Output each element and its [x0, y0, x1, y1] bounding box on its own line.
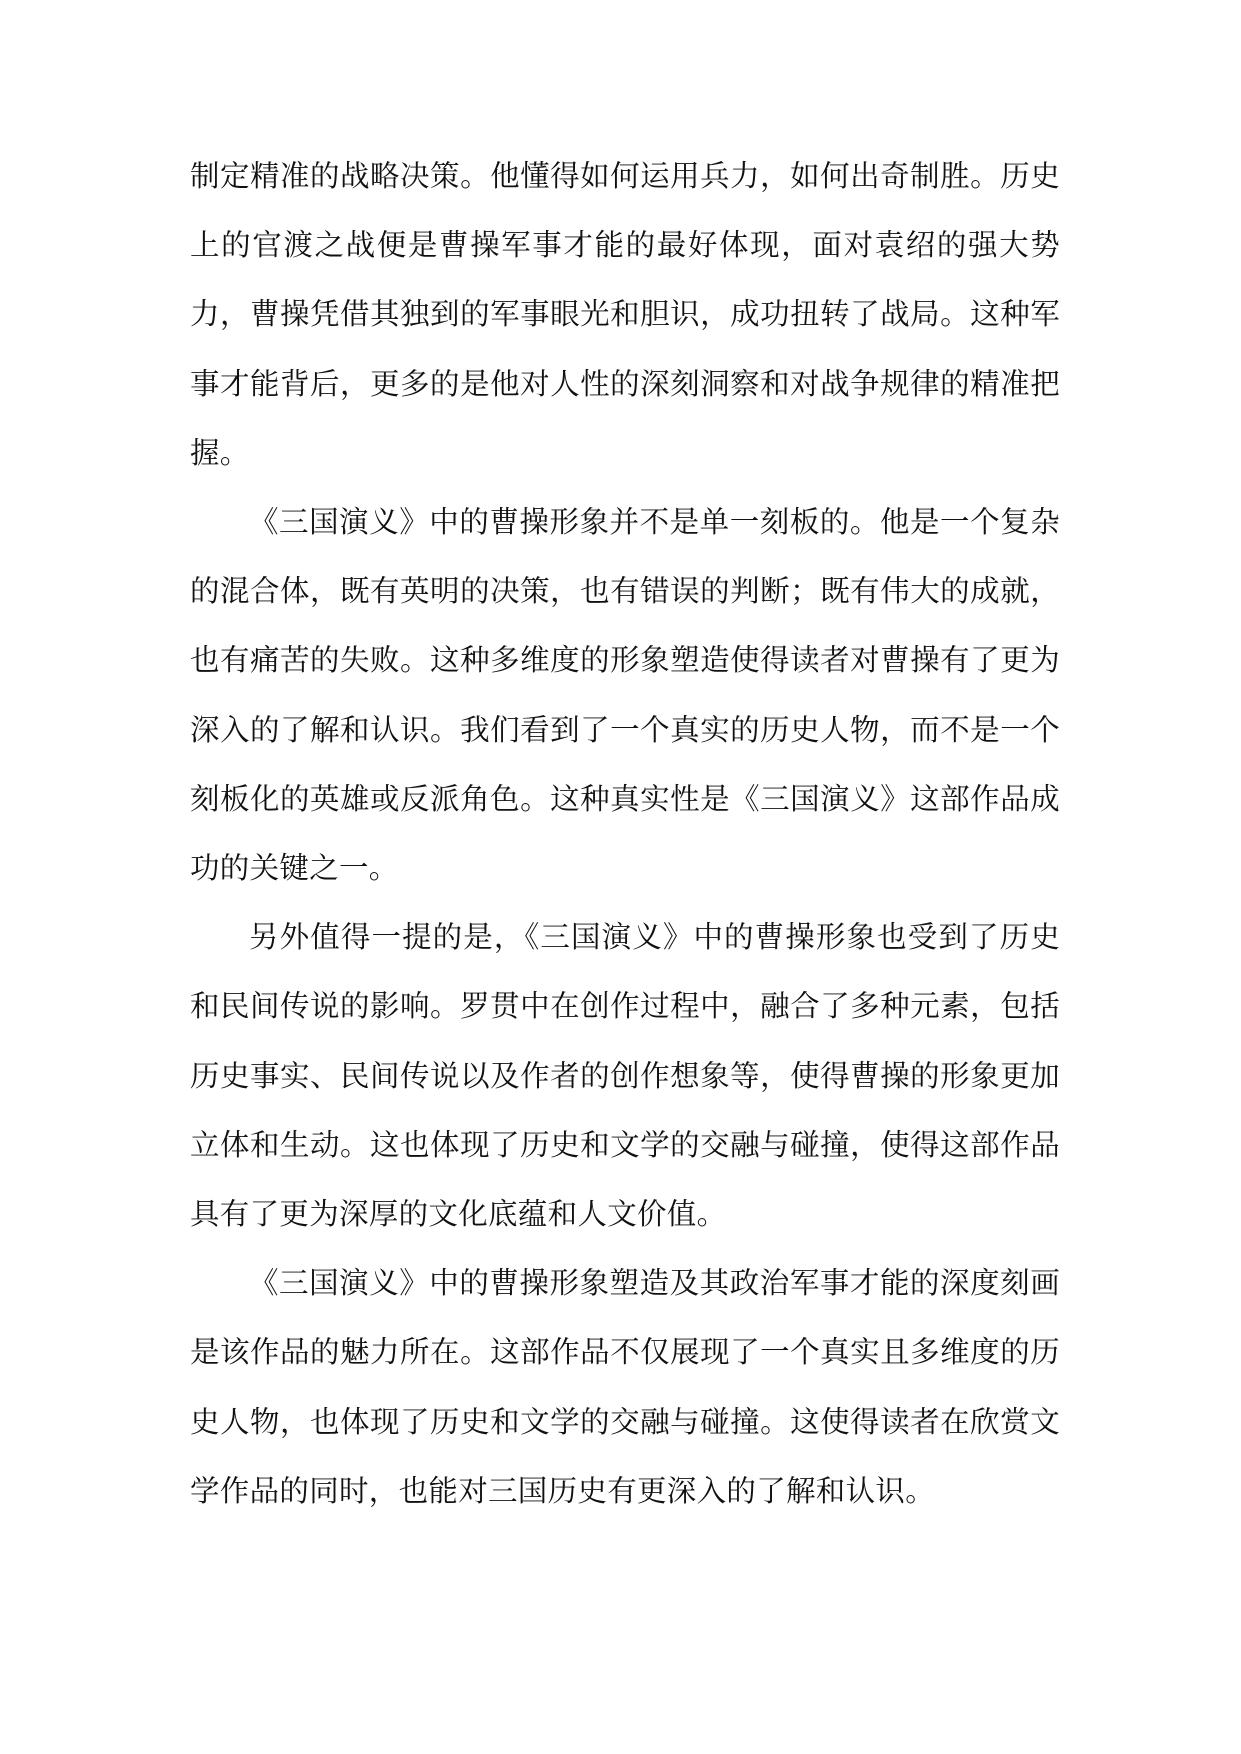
paragraph-3: 另外值得一提的是，《三国演义》中的曹操形象也受到了历史和民间传说的影响。罗贯中在创作过程中，融合了多种元素，包括历史事实、民间传说以及作者的创作想象等，使得曹操的形象更加立体和生动。这也体现了历史和文学的交融与碰撞，使得这部作品具有了更为深厚的文化底蕴和人文价值。	[190, 920, 1060, 1232]
document-body	[190, 142, 1060, 1526]
paragraph-1: 制定精准的战略决策。他懂得如何运用兵力，如何出奇制胜。历史上的官渡之战便是曹操军事才能的最好体现，面对袁绍的强大势力，曹操凭借其独到的军事眼光和胆识，成功扭转了战局。这种军事才能背后，更多的是他对人性的深刻洞察和对战争规律的精准把握。	[190, 159, 1060, 470]
paragraph-4: 《三国演义》中的曹操形象塑造及其政治军事才能的深度刻画是该作品的魅力所在。这部作品不仅展现了一个真实且多维度的历史人物，也体现了历史和文学的交融与碰撞。这使得读者在欣赏文学作品的同时，也能对三国历史有更深入的了解和认识。	[190, 1266, 1060, 1508]
paragraph-2: 《三国演义》中的曹操形象并不是单一刻板的。他是一个复杂的混合体，既有英明的决策，也有错误的判断；既有伟大的成就，也有痛苦的失败。这种多维度的形象塑造使得读者对曹操有了更为深入的了解和认识。我们看到了一个真实的历史人物，而不是一个刻板化的英雄或反派角色。这种真实性是《三国演义》这部作品成功的关键之一。	[190, 505, 1060, 886]
